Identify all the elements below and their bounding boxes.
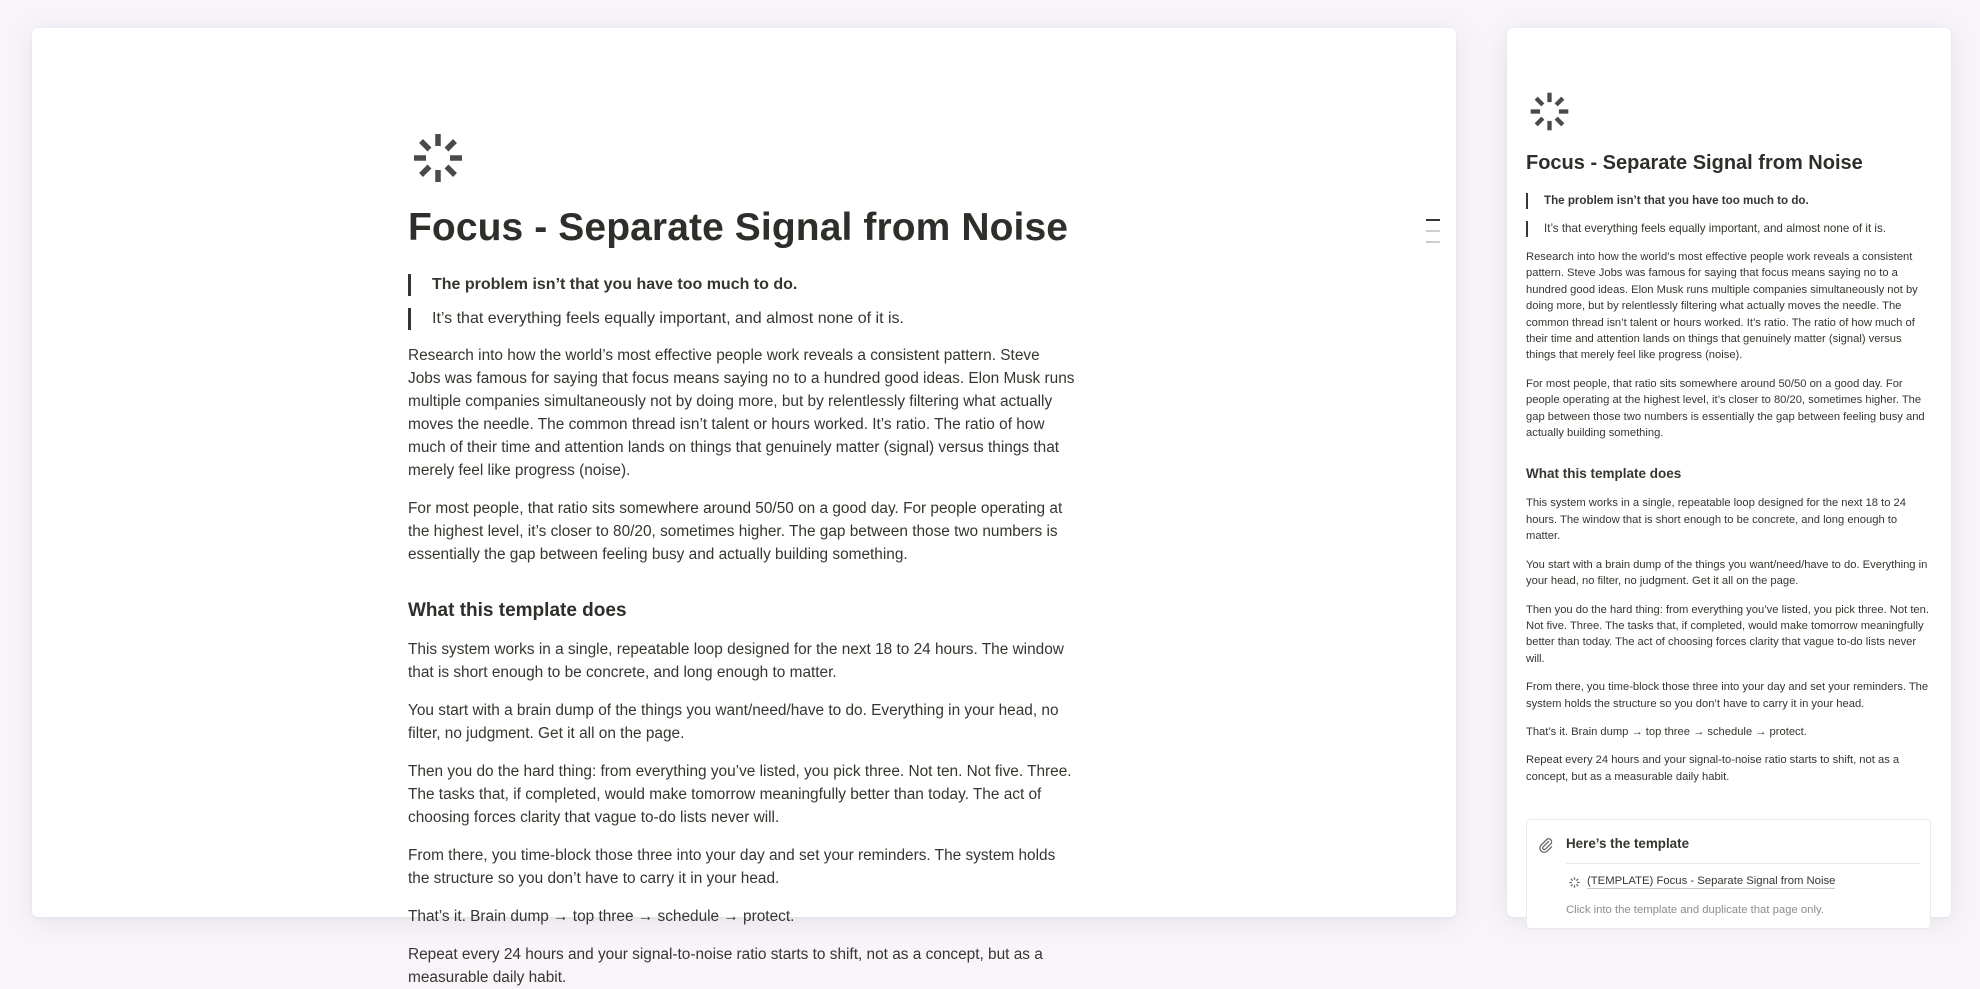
quote-block[interactable]: The problem isn’t that you have too much to do. (408, 274, 1108, 296)
quote-block: It’s that everything feels equally important, and almost none of it is. (1526, 221, 1930, 237)
loading-spinner-icon (1526, 88, 1573, 135)
page-title[interactable]: Focus - Separate Signal from Noise (408, 206, 1069, 249)
loading-spinner-icon (1568, 876, 1581, 889)
callout-note: Click into the template and duplicate that page only. (1566, 904, 1824, 916)
template-link-label[interactable]: (TEMPLATE) Focus - Separate Signal from Noise (1587, 875, 1836, 887)
paragraph: From there, you time-block those three into your day and set your reminders. The system holds the structure so you don’t have to carry it in your head. (1526, 681, 1929, 710)
quote-block[interactable]: It’s that everything feels equally important, and almost none of it is. (408, 308, 1108, 330)
paragraph[interactable]: For most people, that ratio sits somewhere around 50/50 on a good day. For people operating at the highest level, it’s closer to 80/20, sometimes higher. The gap between those two numbers is essentially the gap between feeling busy and actually building something. (408, 500, 1063, 563)
section-heading: What this template does (1526, 466, 1682, 482)
quote-block: The problem isn’t that you have too much to do. (1526, 193, 1930, 209)
paragraph: That’s it. Brain dump → top three → schedule → protect. (1526, 725, 1807, 738)
section-heading[interactable]: What this template does (408, 600, 627, 621)
paragraph[interactable]: This system works in a single, repeatable loop designed for the next 18 to 24 hours. The window that is short enough to be concrete, and long enough to matter. (408, 641, 1064, 681)
paragraph[interactable]: That’s it. Brain dump → top three → schedule → protect. (408, 908, 795, 925)
paragraph: Research into how the world’s most effective people work reveals a consistent pattern. Steve Jobs was famous for saying that focus means saying no to a hundred good ideas. Elon Musk runs multiple companies simultaneously not by doing more, but by relentlessly filtering what actually moves the needle. The common thread isn’t talent or hours worked. It’s ratio. The ratio of how much of their time and attention lands on things that genuinely matter (signal) versus things that merely feel like progress (noise). (1526, 251, 1918, 362)
preview-panel (1507, 28, 1951, 917)
paragraph: Repeat every 24 hours and your signal-to-noise ratio starts to shift, not as a concept, but as a measurable daily habit. (1526, 754, 1900, 783)
paragraph[interactable]: Research into how the world’s most effective people work reveals a consistent pattern. Steve Jobs was famous for saying that focus means saying no to a hundred good ideas. Elon Musk runs multiple companies simultaneously not by doing more, but by relentlessly filtering what actually moves the needle. The common thread isn’t talent or hours worked. It’s ratio. The ratio of how much of their time and attention lands on things that genuinely matter (signal) versus things that merely feel like progress (noise). (408, 347, 1075, 479)
paragraph: For most people, that ratio sits somewhere around 50/50 on a good day. For people operating at the highest level, it’s closer to 80/20, sometimes higher. The gap between those two numbers is essentially the gap between feeling busy and actually building something. (1526, 377, 1925, 440)
paragraph[interactable]: Repeat every 24 hours and your signal-to-noise ratio starts to shift, not as a concept, but as a measurable daily habit. (408, 946, 1043, 986)
callout-title: Here’s the template (1566, 836, 1690, 851)
toc-marker[interactable] (1426, 230, 1440, 232)
toc-marker-active[interactable] (1426, 219, 1440, 221)
main-page-panel (32, 28, 1456, 986)
paragraph: You start with a brain dump of the things you want/need/have to do. Everything in your head, no filter, no judgment. Get it all on the page. (1526, 558, 1928, 588)
preview-title: Focus - Separate Signal from Noise (1526, 152, 1863, 174)
paragraph[interactable]: From there, you time-block those three into your day and set your reminders. The system holds the structure so you don’t have to carry it in your head. (408, 847, 1056, 887)
preview-content (1526, 88, 1930, 785)
template-callout (1526, 819, 1931, 929)
loading-spinner-icon[interactable] (408, 128, 468, 188)
paragraph[interactable]: Then you do the hard thing: from everything you’ve listed, you pick three. Not ten. Not five. Three. The tasks that, if completed, would make tomorrow meaningfully better than today. The act of choosing forces clarity that vague to-do lists never will. (408, 763, 1072, 826)
template-page-link[interactable] (1568, 875, 1835, 889)
paperclip-icon (1538, 837, 1554, 853)
paragraph[interactable]: You start with a brain dump of the things you want/need/have to do. Everything in your head, no filter, no judgment. Get it all on the page. (408, 702, 1059, 742)
divider (1566, 863, 1920, 864)
table-of-contents-indicator[interactable] (1426, 219, 1440, 252)
toc-marker[interactable] (1426, 241, 1440, 243)
paragraph: Then you do the hard thing: from everything you’ve listed, you pick three. Not ten. Not five. Three. The tasks that, if completed, would make tomorrow meaningfully better than today. The act of choosing forces clarity that vague to-do lists never will. (1526, 603, 1929, 665)
paragraph: This system works in a single, repeatable loop designed for the next 18 to 24 hours. The window that is short enough to be concrete, and long enough to matter. (1526, 497, 1906, 543)
page-content (408, 128, 1108, 989)
